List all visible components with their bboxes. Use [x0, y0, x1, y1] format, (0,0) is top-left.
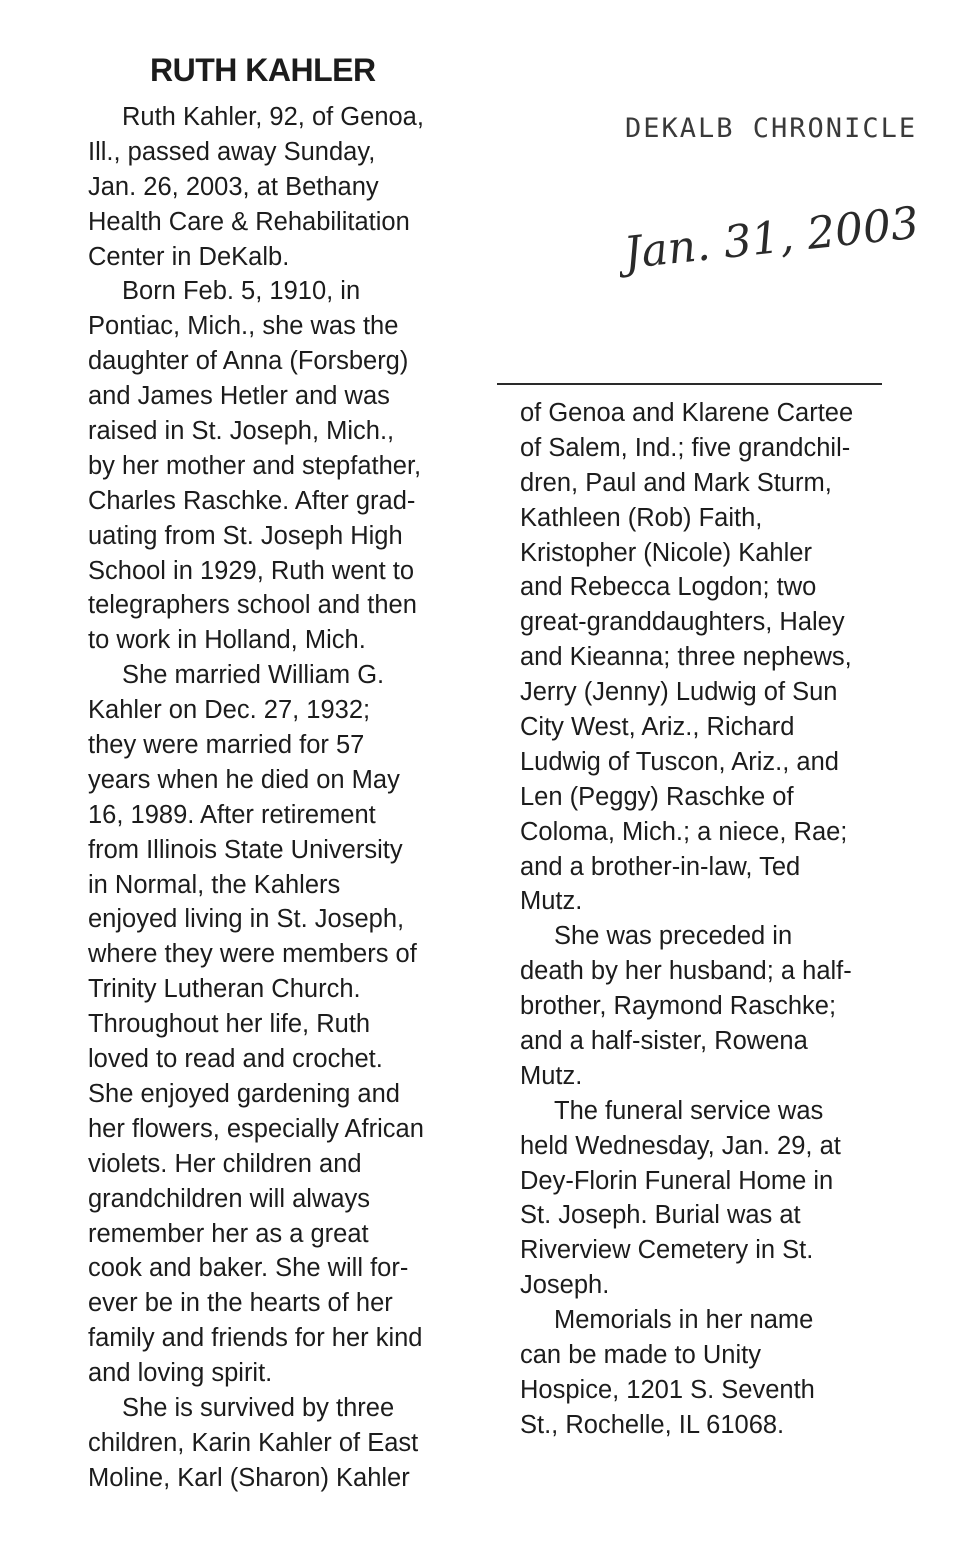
article-line: telegraphers school and then [88, 591, 417, 620]
publication-stamp: DEKALB CHRONICLE [625, 113, 918, 144]
article-line: She enjoyed gardening and [88, 1079, 400, 1108]
article-line: uating from St. Joseph High [88, 521, 403, 550]
article-line: 16, 1989. After retirement [88, 800, 376, 829]
article-line: Jan. 26, 2003, at Bethany [88, 172, 379, 201]
article-line: can be made to Unity [520, 1341, 761, 1370]
handwritten-date-text: Jan. 31, 2003 [621, 205, 922, 280]
article-line: cook and baker. She will for- [88, 1254, 409, 1283]
article-line: St. Joseph. Burial was at [520, 1201, 801, 1230]
article-line: violets. Her children and [88, 1149, 362, 1178]
article-line: Kahler on Dec. 27, 1932; [88, 696, 371, 725]
handwritten-date [620, 205, 940, 295]
article-line: Hospice, 1201 S. Seventh [520, 1375, 815, 1404]
article-line: Ruth Kahler, 92, of Genoa, [122, 103, 424, 131]
article-line: The funeral service was [554, 1096, 824, 1125]
article-line: ever be in the hearts of her [88, 1289, 393, 1318]
article-line: great-granddaughters, Haley [520, 608, 845, 637]
article-line: Kristopher (Nicole) Kahler [520, 538, 812, 567]
article-line: Health Care & Rehabilitation [88, 207, 410, 236]
article-line: Dey-Florin Funeral Home in [520, 1166, 834, 1195]
article-line: children, Karin Kahler of East [88, 1428, 419, 1457]
article-line: from Illinois State University [88, 835, 403, 864]
article-line: She married William G. [122, 661, 385, 690]
article-line: of Genoa and Klarene Cartee [520, 399, 854, 427]
article-line: Trinity Lutheran Church. [88, 975, 361, 1004]
article-line: Coloma, Mich.; a niece, Rae; [520, 817, 848, 846]
article-line: daughter of Anna (Forsberg) [88, 347, 409, 376]
article-line: years when he died on May [88, 765, 400, 794]
article-line: St., Rochelle, IL 61068. [520, 1410, 785, 1439]
article-line: of Salem, Ind.; five grandchil- [520, 433, 851, 462]
article-line: Moline, Karl (Sharon) Kahler [88, 1463, 410, 1492]
article-line: Ill., passed away Sunday, [88, 137, 376, 166]
column-divider-rule [497, 383, 882, 385]
article-line: Jerry (Jenny) Ludwig of Sun [520, 678, 838, 707]
article-line: Len (Peggy) Raschke of [520, 782, 794, 811]
article-line: City West, Ariz., Richard [520, 713, 795, 742]
article-line: grandchildren will always [88, 1184, 371, 1213]
article-line: Mutz. [520, 1061, 583, 1090]
article-line: She is survived by three [122, 1393, 395, 1422]
article-line: and a brother-in-law, Ted [520, 852, 801, 881]
article-line: School in 1929, Ruth went to [88, 556, 415, 585]
article-line: and James Hetler and was [88, 382, 390, 411]
article-line: and Kieanna; three nephews, [520, 643, 852, 672]
article-line: Mutz. [520, 887, 583, 916]
article-line: Born Feb. 5, 1910, in [122, 277, 361, 306]
article-line: brother, Raymond Raschke; [520, 992, 837, 1021]
article-line: Throughout her life, Ruth [88, 1010, 371, 1039]
article-line: by her mother and stepfather, [88, 451, 422, 480]
article-line: in Normal, the Kahlers [88, 870, 341, 899]
article-column-right [520, 396, 900, 1443]
article-line: family and friends for her kind [88, 1324, 423, 1353]
article-line: Pontiac, Mich., she was the [88, 312, 399, 341]
article-column-left [88, 100, 468, 1496]
article-line: dren, Paul and Mark Sturm, [520, 468, 832, 497]
article-line: where they were members of [88, 940, 417, 969]
article-line: they were married for 57 [88, 731, 365, 760]
article-line: and Rebecca Logdon; two [520, 573, 817, 602]
article-line: Ludwig of Tuscon, Ariz., and [520, 747, 839, 776]
handwritten-date-graphic [620, 205, 940, 295]
article-line: to work in Holland, Mich. [88, 626, 366, 655]
article-line: Memorials in her name [554, 1306, 814, 1335]
article-line: and loving spirit. [88, 1359, 273, 1388]
article-line: held Wednesday, Jan. 29, at [520, 1131, 841, 1160]
obituary-headline: RUTH KAHLER [150, 52, 376, 88]
article-line: Kathleen (Rob) Faith, [520, 503, 763, 532]
article-line: Riverview Cemetery in St. [520, 1236, 814, 1265]
article-line: enjoyed living in St. Joseph, [88, 905, 405, 934]
article-line: Joseph. [520, 1271, 610, 1300]
article-line: and a half-sister, Rowena [520, 1027, 808, 1056]
article-line: remember her as a great [88, 1219, 369, 1248]
article-line: loved to read and crochet. [88, 1045, 383, 1074]
article-line: She was preceded in [554, 922, 793, 951]
article-line: raised in St. Joseph, Mich., [88, 417, 395, 446]
article-line: Center in DeKalb. [88, 242, 290, 271]
article-line: Charles Raschke. After grad- [88, 486, 416, 515]
article-line: death by her husband; a half- [520, 957, 852, 986]
article-line: her flowers, especially African [88, 1114, 424, 1143]
